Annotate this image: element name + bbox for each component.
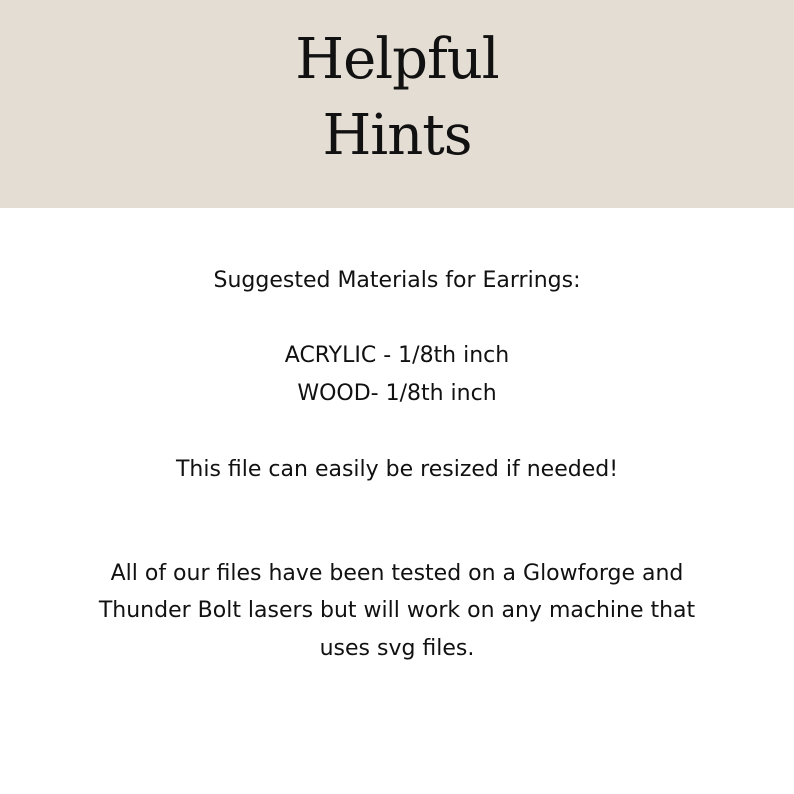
compatibility-note-line-1: All of our files have been tested on a Glowforge and: [110, 561, 684, 586]
material-wood: WOOD- 1/8th inch: [297, 381, 497, 406]
material-acrylic: ACRYLIC - 1/8th inch: [284, 343, 510, 368]
title-line-1: Helpful: [295, 27, 499, 92]
compatibility-note-line-3: uses svg files.: [319, 636, 475, 661]
resize-note: This file can easily be resized if needed!: [175, 457, 619, 482]
header-banner: [0, 0, 794, 208]
title-line-2: Hints: [322, 103, 472, 168]
materials-heading: Suggested Materials for Earrings:: [213, 268, 581, 293]
compatibility-note-line-2: Thunder Bolt lasers but will work on any machine that: [98, 598, 696, 623]
